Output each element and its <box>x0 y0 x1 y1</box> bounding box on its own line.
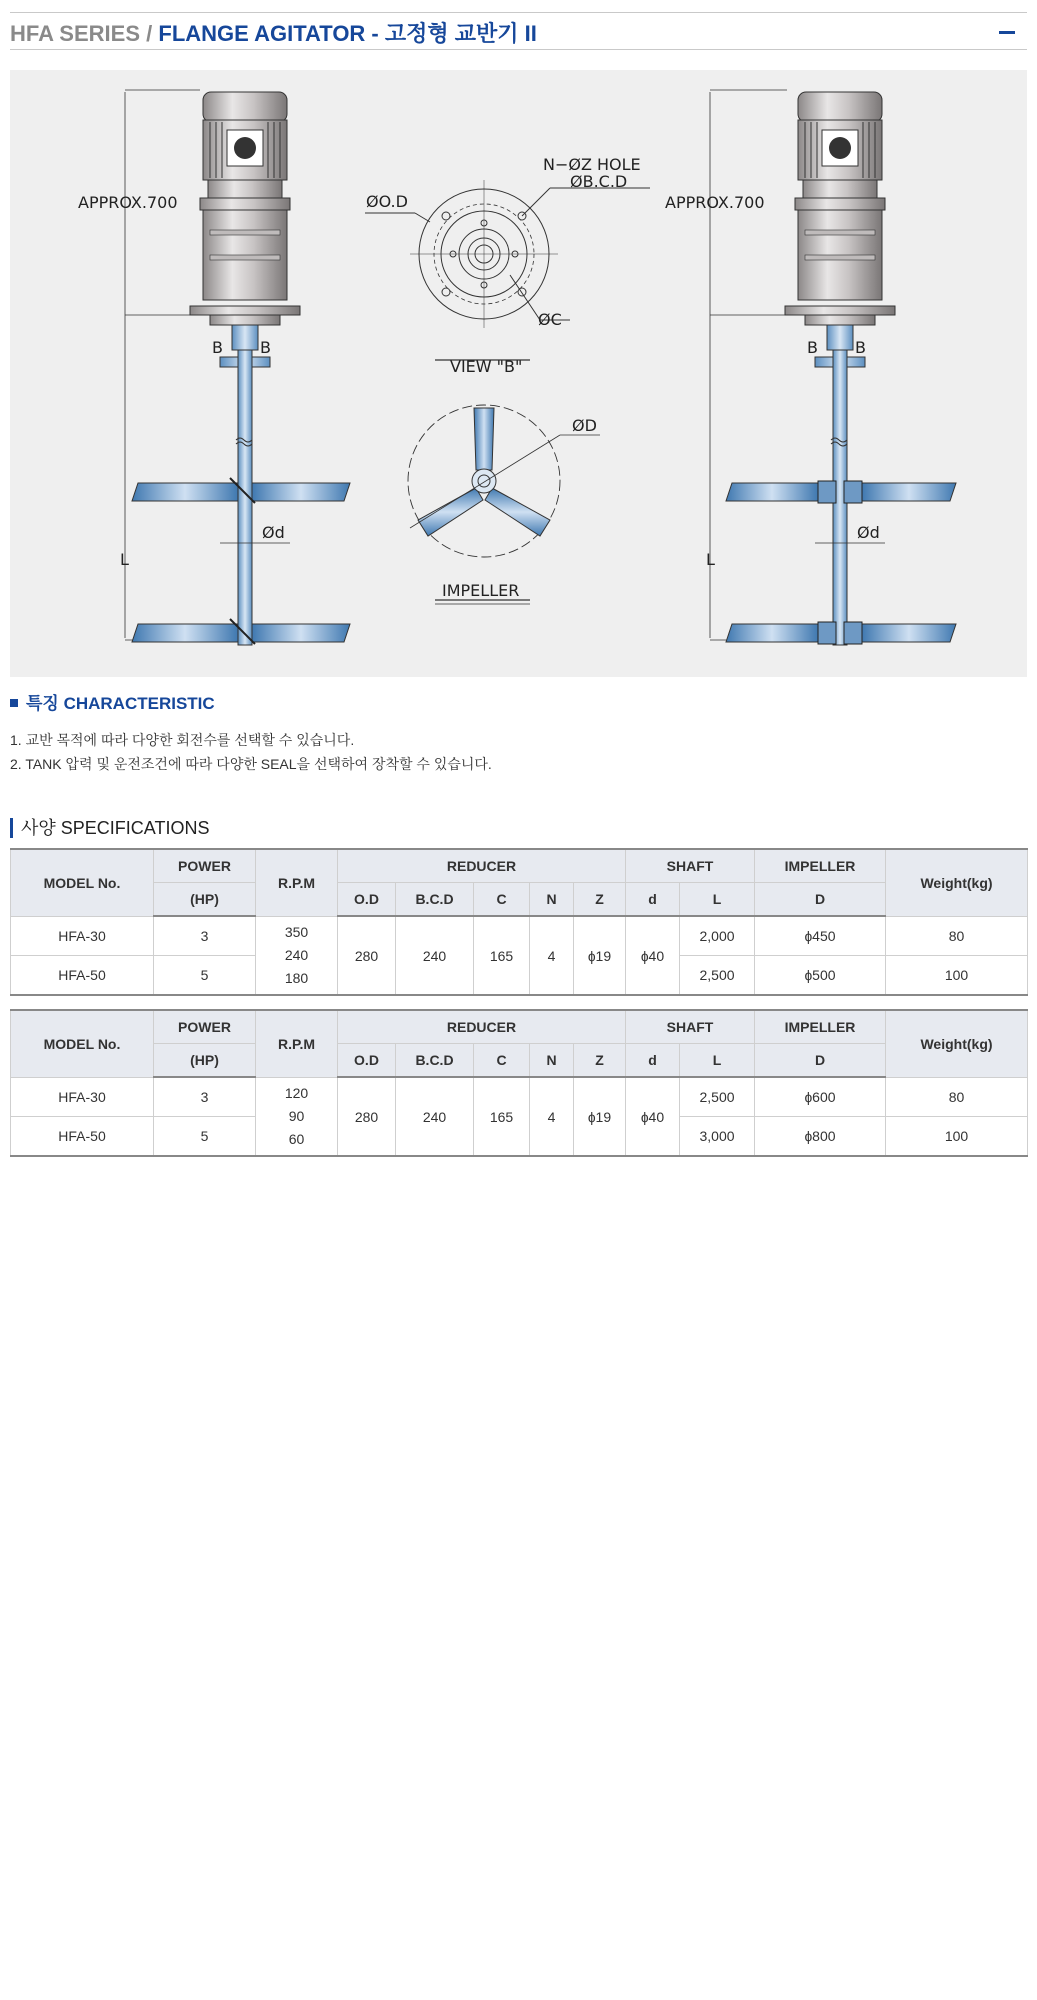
header-power-unit: (HP) <box>154 1044 256 1078</box>
header-power-unit: (HP) <box>154 883 256 917</box>
rpm-value: 350 <box>284 923 309 940</box>
header-power: POWER <box>154 1010 256 1044</box>
header-od: O.D <box>338 883 396 917</box>
header-d: d <box>626 883 680 917</box>
characteristic-title-text: 특징 CHARACTERISTIC <box>26 694 215 713</box>
right-agitator <box>710 90 956 645</box>
cell-bcd: 240 <box>396 916 474 995</box>
cell-rpm <box>256 1077 338 1156</box>
product-name: FLANGE AGITATOR - 고정형 교반기 II <box>158 21 537 46</box>
header-reducer: REDUCER <box>338 1010 626 1044</box>
b-left-label-2: B <box>260 338 271 357</box>
b-right-label-1: B <box>807 338 818 357</box>
cell-impeller-d: ɸ600 <box>755 1077 886 1117</box>
rpm-value: 240 <box>284 946 309 963</box>
cell-power: 5 <box>154 956 256 996</box>
header-c: C <box>474 883 530 917</box>
shaft-d-right-label: Ød <box>857 523 880 542</box>
rpm-value: 120 <box>284 1084 309 1101</box>
cell-weight: 80 <box>886 1077 1028 1117</box>
characteristic-list <box>10 728 492 776</box>
cell-weight: 100 <box>886 956 1028 996</box>
header-l: L <box>680 883 755 917</box>
cell-bcd: 240 <box>396 1077 474 1156</box>
cell-l: 2,500 <box>680 1077 755 1117</box>
cell-c: 165 <box>474 916 530 995</box>
rpm-value: 60 <box>288 1130 305 1147</box>
cell-c: 165 <box>474 1077 530 1156</box>
table-row <box>11 1077 1028 1117</box>
cell-d: ɸ40 <box>626 916 680 995</box>
cell-od: 280 <box>338 916 396 995</box>
page-header <box>10 12 1027 50</box>
cell-model: HFA-50 <box>11 1117 154 1157</box>
list-item: 2. TANK 압력 및 운전조건에 따라 다양한 SEAL을 선택하여 장착할 수 있습니다. <box>10 756 492 772</box>
cell-l: 2,000 <box>680 916 755 956</box>
cell-n: 4 <box>530 916 574 995</box>
cell-n: 4 <box>530 1077 574 1156</box>
approx-left-label: APPROX.700 <box>78 193 178 212</box>
technical-drawing <box>10 70 1027 677</box>
b-right-label-2: B <box>855 338 866 357</box>
header-n: N <box>530 883 574 917</box>
rpm-value: 90 <box>288 1107 305 1124</box>
page-title <box>10 17 537 48</box>
characteristic-title <box>10 689 215 714</box>
header-impeller-d: D <box>755 1044 886 1078</box>
c-label: ØC <box>538 310 562 329</box>
header-shaft: SHAFT <box>626 849 755 883</box>
cell-model: HFA-30 <box>11 1077 154 1117</box>
cell-d: ɸ40 <box>626 1077 680 1156</box>
cell-rpm <box>256 916 338 995</box>
header-power: POWER <box>154 849 256 883</box>
header-weight: Weight(kg) <box>886 1010 1028 1077</box>
cell-impeller-d: ɸ500 <box>755 956 886 996</box>
header-rpm: R.P.M <box>256 1010 338 1077</box>
header-reducer: REDUCER <box>338 849 626 883</box>
rpm-value: 180 <box>284 969 309 986</box>
header-z: Z <box>574 1044 626 1078</box>
left-agitator <box>125 90 350 645</box>
list-item: 1. 교반 목적에 따라 다양한 회전수를 선택할 수 있습니다. <box>10 732 355 748</box>
shaft-d-left-label: Ød <box>262 523 285 542</box>
cell-weight: 100 <box>886 1117 1028 1157</box>
b-left-label-1: B <box>212 338 223 357</box>
header-d: d <box>626 1044 680 1078</box>
cell-impeller-d: ɸ800 <box>755 1117 886 1157</box>
cell-impeller-d: ɸ450 <box>755 916 886 956</box>
header-l: L <box>680 1044 755 1078</box>
cell-l: 3,000 <box>680 1117 755 1157</box>
header-od: O.D <box>338 1044 396 1078</box>
cell-power: 3 <box>154 916 256 956</box>
l-left-label: L <box>120 550 129 569</box>
header-impeller-d: D <box>755 883 886 917</box>
header-rpm: R.P.M <box>256 849 338 916</box>
header-shaft: SHAFT <box>626 1010 755 1044</box>
spec-table-1 <box>10 848 1028 996</box>
collapse-button[interactable] <box>999 31 1015 34</box>
series-name: HFA SERIES <box>10 21 140 46</box>
header-z: Z <box>574 883 626 917</box>
header-impeller: IMPELLER <box>755 849 886 883</box>
cell-model: HFA-30 <box>11 916 154 956</box>
view-b-label: VIEW "B" <box>450 357 523 376</box>
od-label: ØO.D <box>366 192 408 211</box>
impeller-d-label: ØD <box>572 416 597 435</box>
motor-logo-icon <box>234 137 256 159</box>
table-row <box>11 916 1028 956</box>
cell-z: ɸ19 <box>574 1077 626 1156</box>
cell-z: ɸ19 <box>574 916 626 995</box>
title-separator: / <box>146 21 153 46</box>
cell-model: HFA-50 <box>11 956 154 996</box>
header-impeller: IMPELLER <box>755 1010 886 1044</box>
l-right-label: L <box>706 550 715 569</box>
impeller-label: IMPELLER <box>442 581 520 600</box>
header-weight: Weight(kg) <box>886 849 1028 916</box>
header-model: MODEL No. <box>11 849 154 916</box>
header-n: N <box>530 1044 574 1078</box>
cell-od: 280 <box>338 1077 396 1156</box>
header-c: C <box>474 1044 530 1078</box>
header-model: MODEL No. <box>11 1010 154 1077</box>
specifications-title: 사양 SPECIFICATIONS <box>10 818 209 838</box>
bcd-label: ØB.C.D <box>570 172 628 191</box>
cell-power: 5 <box>154 1117 256 1157</box>
spec-table-2 <box>10 1009 1028 1157</box>
header-bcd: B.C.D <box>396 1044 474 1078</box>
cell-l: 2,500 <box>680 956 755 996</box>
cell-weight: 80 <box>886 916 1028 956</box>
square-bullet-icon <box>10 699 18 707</box>
cell-power: 3 <box>154 1077 256 1117</box>
hole-label: N−ØZ HOLE <box>543 155 641 174</box>
header-bcd: B.C.D <box>396 883 474 917</box>
approx-right-label: APPROX.700 <box>665 193 765 212</box>
